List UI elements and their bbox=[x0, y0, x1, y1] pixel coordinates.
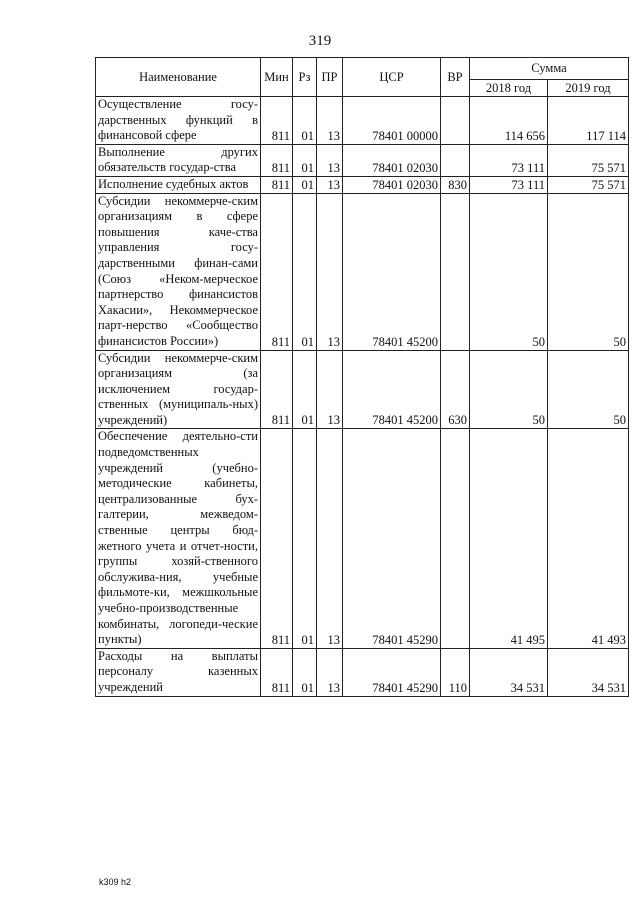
page-number: 319 bbox=[308, 33, 332, 49]
header-name: Наименование bbox=[96, 58, 261, 97]
row-min: 811 bbox=[261, 144, 293, 176]
row-rz: 01 bbox=[293, 350, 317, 429]
row-rz: 01 bbox=[293, 176, 317, 193]
table-row bbox=[96, 97, 629, 145]
row-csr: 78401 00000 bbox=[343, 97, 441, 145]
row-csr: 78401 02030 bbox=[343, 144, 441, 176]
header-min: Мин bbox=[261, 58, 293, 97]
row-name: Расходы на выплаты персоналу казенных учреждений bbox=[96, 648, 261, 696]
header-year-2019: 2019 год bbox=[548, 80, 629, 97]
table-row bbox=[96, 176, 629, 193]
row-pr: 13 bbox=[317, 144, 343, 176]
row-sum-2019: 41 493 bbox=[548, 429, 629, 648]
row-name: Субсидии некоммерче-ским организациям (за исключением государ-ственных (муниципаль-ных) учреждений) bbox=[96, 350, 261, 429]
row-csr: 78401 45200 bbox=[343, 350, 441, 429]
row-name: Осуществление госу-дарственных функций в финансовой сфере bbox=[96, 97, 261, 145]
row-pr: 13 bbox=[317, 97, 343, 145]
row-sum-2019: 50 bbox=[548, 350, 629, 429]
row-sum-2019: 75 571 bbox=[548, 176, 629, 193]
row-sum-2018: 73 111 bbox=[470, 144, 548, 176]
row-vr bbox=[441, 144, 470, 176]
table-row bbox=[96, 648, 629, 696]
row-min: 811 bbox=[261, 429, 293, 648]
row-rz: 01 bbox=[293, 429, 317, 648]
row-pr: 13 bbox=[317, 648, 343, 696]
table-header bbox=[96, 58, 629, 97]
row-rz: 01 bbox=[293, 648, 317, 696]
row-min: 811 bbox=[261, 176, 293, 193]
row-sum-2018: 34 531 bbox=[470, 648, 548, 696]
header-rz: Рз bbox=[293, 58, 317, 97]
row-min: 811 bbox=[261, 350, 293, 429]
row-pr: 13 bbox=[317, 176, 343, 193]
row-pr: 13 bbox=[317, 193, 343, 350]
row-sum-2019: 75 571 bbox=[548, 144, 629, 176]
budget-table bbox=[95, 57, 629, 697]
row-vr bbox=[441, 429, 470, 648]
row-sum-2018: 50 bbox=[470, 350, 548, 429]
table-row bbox=[96, 429, 629, 648]
row-name: Выполнение других обязательств государ-ства bbox=[96, 144, 261, 176]
row-pr: 13 bbox=[317, 350, 343, 429]
row-vr bbox=[441, 97, 470, 145]
row-sum-2019: 50 bbox=[548, 193, 629, 350]
row-sum-2018: 50 bbox=[470, 193, 548, 350]
row-min: 811 bbox=[261, 97, 293, 145]
header-sum: Сумма bbox=[470, 58, 629, 80]
row-min: 811 bbox=[261, 648, 293, 696]
header-vr: ВР bbox=[441, 58, 470, 97]
table-row bbox=[96, 350, 629, 429]
row-sum-2019: 34 531 bbox=[548, 648, 629, 696]
row-rz: 01 bbox=[293, 144, 317, 176]
row-rz: 01 bbox=[293, 97, 317, 145]
row-sum-2018: 73 111 bbox=[470, 176, 548, 193]
row-rz: 01 bbox=[293, 193, 317, 350]
row-name: Субсидии некоммерче-ским организациям в сфере повышения каче-ства управления госу-дарственными финан-сами (Союз «Неком-мерческое партнерство финансистов Хакасии», Некоммерческое парт-нерство «Сообщество финансистов России») bbox=[96, 193, 261, 350]
row-name: Исполнение судебных актов bbox=[96, 176, 261, 193]
row-sum-2019: 117 114 bbox=[548, 97, 629, 145]
header-year-2018: 2018 год bbox=[470, 80, 548, 97]
header-pr: ПР bbox=[317, 58, 343, 97]
row-csr: 78401 45290 bbox=[343, 429, 441, 648]
row-vr: 110 bbox=[441, 648, 470, 696]
row-sum-2018: 41 495 bbox=[470, 429, 548, 648]
row-name: Обеспечение деятельно-сти подведомственных учреждений (учебно-методические кабинеты, централизованные бух-галтерии, межведом-ственные центры бюд-жетного учета и отчет-ности, группы хозяй-ственного обслужива-ния, учебные фильмоте-ки, межшкольные учебно-производственные комбинаты, логопеди-ческие пункты) bbox=[96, 429, 261, 648]
table-row bbox=[96, 144, 629, 176]
table-row bbox=[96, 193, 629, 350]
row-sum-2018: 114 656 bbox=[470, 97, 548, 145]
row-vr: 630 bbox=[441, 350, 470, 429]
row-vr: 830 bbox=[441, 176, 470, 193]
row-csr: 78401 45290 bbox=[343, 648, 441, 696]
row-pr: 13 bbox=[317, 429, 343, 648]
footer-code: k309 h2 bbox=[99, 877, 132, 887]
row-min: 811 bbox=[261, 193, 293, 350]
header-csr: ЦСР bbox=[343, 58, 441, 97]
row-csr: 78401 45200 bbox=[343, 193, 441, 350]
row-csr: 78401 02030 bbox=[343, 176, 441, 193]
row-vr bbox=[441, 193, 470, 350]
